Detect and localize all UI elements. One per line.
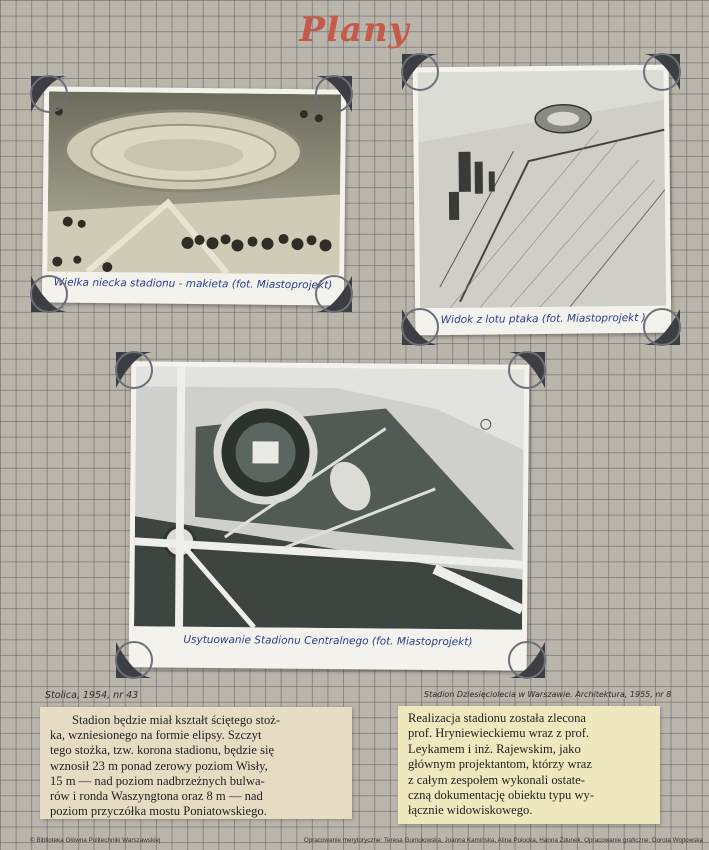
clipping-line: poziom przyczółka mostu Poniatowskiego.: [50, 804, 267, 819]
photo-corner: [312, 272, 356, 316]
photo-corner: [640, 50, 684, 94]
clipping-line: wznosił 23 m ponad zerowy poziom Wisły,: [50, 758, 268, 773]
photo-corner: [505, 348, 549, 392]
photo-stadium-model: [42, 86, 346, 305]
photo-caption: Usytuowanie Stadionu Centralnego (fot. Miastoprojekt): [183, 633, 473, 649]
clipping-left: [40, 707, 352, 819]
aerial-view-image: [418, 70, 666, 309]
page-title: Plany: [299, 10, 410, 50]
photo-corner: [640, 305, 684, 349]
clipping-line: prof. Hryniewieckiemu wraz z prof.: [408, 726, 590, 741]
clipping-line: 15 m — nad poziom nadbrzeżnych bulwa-: [50, 773, 265, 788]
stadium-model-image: [47, 91, 341, 274]
photo-corner: [27, 272, 71, 316]
photo-corner: [505, 638, 549, 682]
clipping-line: Stadion będzie miał kształt ściętego stoż-: [72, 713, 281, 727]
site-plan-image: [134, 366, 524, 629]
photo-corner: [398, 50, 442, 94]
photo-site-plan: [129, 361, 530, 670]
clipping-line: tego stożka, tzw. korona stadionu, będzie się: [50, 743, 275, 758]
photo-caption: Widok z lotu ptaka (fot. Miastoprojekt ): [440, 311, 646, 327]
photo-corner: [112, 638, 156, 682]
clipping-source: Stadion Dziesięciolecia w Warszawie. Architektura, 1955, nr 8: [424, 690, 672, 699]
photo-corner: [398, 305, 442, 349]
clipping-line: Leykamem i inż. Rajewskim, jako: [408, 741, 581, 756]
photo-aerial-view: [413, 65, 672, 336]
photo-caption: Wielka niecka stadionu - makieta (fot. Miastoprojekt): [53, 276, 333, 292]
clipping-line: ka, wzniesionego na formie elipsy. Szczyt: [50, 728, 262, 743]
clipping-line: czną dokumentację obiektu typu wy-: [408, 788, 595, 803]
clipping-line: głównym projektantom, którzy wraz: [408, 757, 592, 772]
clipping-right: [398, 706, 660, 824]
clipping-line: rów i ronda Waszyngtona oraz 8 m — nad: [50, 789, 263, 804]
clipping-line: z całym zespołem wykonali ostate-: [408, 772, 585, 787]
photo-corner: [312, 72, 356, 116]
clipping-line: łącznie widowiskowego.: [408, 803, 533, 818]
photo-corner: [27, 72, 71, 116]
clipping-source: Stolica, 1954, nr 43: [45, 690, 139, 701]
footer-credits: Opracowanie merytoryczne: Teresa Gumołowska, Joanna Kamińska, Alina Połocka, Hanna Zdunek. Opracowanie graficzne: Dorota Wojtowska: [303, 837, 703, 844]
clipping-line: Realizacja stadionu została zlecona: [408, 711, 586, 725]
photo-corner: [112, 348, 156, 392]
footer-copyright: © Biblioteka Główna Politechniki Warszawskiej: [30, 837, 161, 844]
